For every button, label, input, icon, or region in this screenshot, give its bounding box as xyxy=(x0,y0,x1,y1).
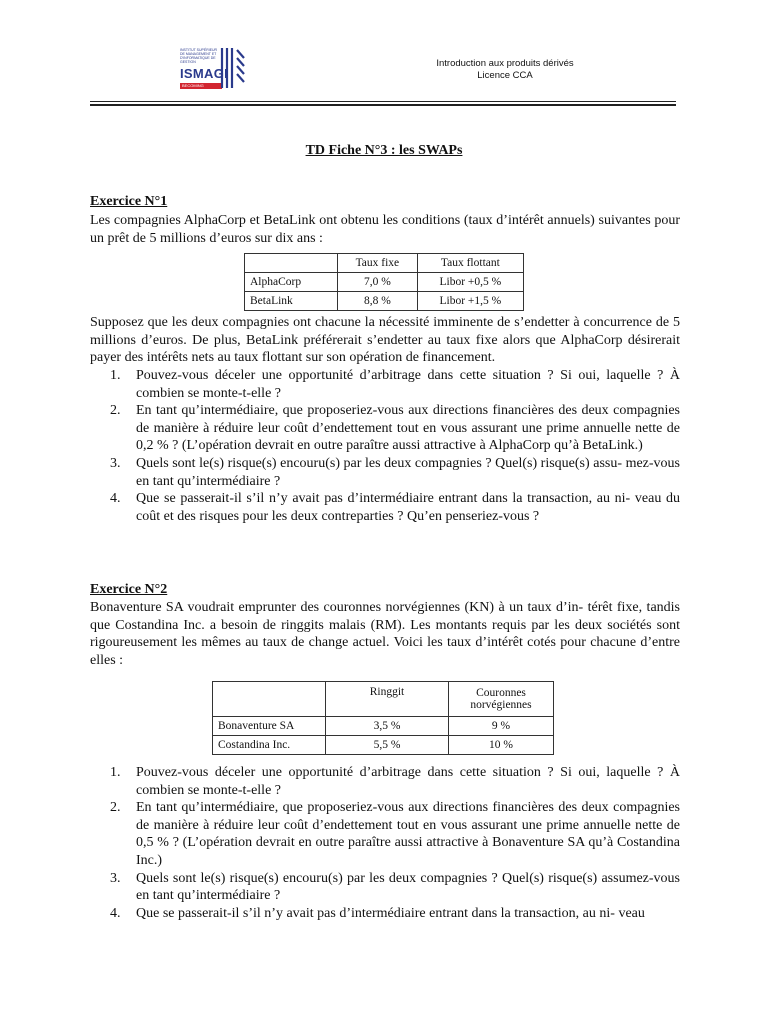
question-number: 1. xyxy=(110,765,121,780)
table-cell: AlphaCorp xyxy=(245,273,338,292)
table-cell: Libor +1,5 % xyxy=(417,292,523,311)
exercise-1-intro: Les compagnies AlphaCorp et BetaLink ont obtenu les conditions (taux d’intérêt annuels) suivantes pour un prêt de 5 millions d’euros sur dix ans : xyxy=(90,213,680,246)
exercise-1-questions xyxy=(110,367,680,525)
logo-tagline-band xyxy=(180,83,222,94)
question-text: En tant qu’intermédiaire, que proposeriez-vous aux directions financières des deux compagnies de manière à réduire leur coût d’endettement tout en vous assurant une prime annuelle nette de 0,5 % ? (L’opération devrait en outre paraître aussi attractive à Bonaventure SA qu’à Costandina Inc.) xyxy=(136,800,680,868)
question-text: Quels sont le(s) risque(s) encouru(s) par les deux compagnies ? Quel(s) risque(s) assumez-vous en tant qu’intermédiaire ? xyxy=(136,870,680,904)
table-row xyxy=(245,273,524,292)
list-item xyxy=(110,490,680,525)
course-title: Introduction aux produits dérivés xyxy=(436,58,574,69)
exercise-2-title: Exercice N°2 xyxy=(90,582,168,597)
table-cell: 7,0 % xyxy=(338,273,418,292)
table-header-cell: Couronnes norvégiennes xyxy=(449,682,554,717)
question-text: Que se passerait-il s’il n’y avait pas d’intermédiaire entrant dans la transaction, au ni- veau xyxy=(136,905,645,921)
list-item xyxy=(110,799,680,869)
question-text: Que se passerait-il s’il n’y avait pas d’intermédiaire entrant dans la transaction, au ni- veau du coût et des risques pour les deux contreparties ? Qu’en penseriez-vous ? xyxy=(136,491,680,524)
table-cell: 9 % xyxy=(449,717,554,736)
list-item xyxy=(110,905,680,923)
table-header-row xyxy=(213,682,554,717)
list-item xyxy=(110,367,680,402)
table-header-cell: Ringgit xyxy=(326,682,449,717)
list-item xyxy=(110,764,680,799)
table-cell: Libor +0,5 % xyxy=(417,273,523,292)
table-header-row xyxy=(245,254,524,273)
table-cell: 8,8 % xyxy=(338,292,418,311)
question-number: 4. xyxy=(110,905,121,921)
table-row xyxy=(245,292,524,311)
list-item xyxy=(110,870,680,905)
header-rule-thin xyxy=(90,101,676,102)
question-number: 2. xyxy=(110,403,121,419)
list-item xyxy=(110,455,680,490)
list-item xyxy=(110,402,680,455)
question-number: 1. xyxy=(110,368,121,383)
logo-small-text: INSTITUT SUPÉRIEUR DE MANAGEMENT ET D'INFORMATIQUE DE GESTION xyxy=(180,48,218,64)
table-header-cell: Taux fixe xyxy=(338,254,418,273)
table-header-cell: Taux flottant xyxy=(417,254,523,273)
question-text: Pouvez-vous déceler une opportunité d’arbitrage dans cette situation ? Si oui, laquelle ? À combien se monte-t-elle ? xyxy=(136,368,680,401)
table-header-cell xyxy=(245,254,338,273)
exercise-2-rates-table xyxy=(212,681,554,755)
exercise-1-title: Exercice N°1 xyxy=(90,194,168,209)
table-cell: 10 % xyxy=(449,736,554,755)
table-cell: 5,5 % xyxy=(326,736,449,755)
exercise-2-questions xyxy=(110,764,680,922)
logo-wordmark: ISMAGI xyxy=(180,66,229,81)
question-number: 2. xyxy=(110,800,121,816)
table-cell: Costandina Inc. xyxy=(213,736,326,755)
table-row xyxy=(213,717,554,736)
header-rule-thick xyxy=(90,104,676,106)
table-cell: 3,5 % xyxy=(326,717,449,736)
course-level: Licence CCA xyxy=(477,70,533,81)
question-number: 3. xyxy=(110,455,121,471)
course-header xyxy=(400,58,610,82)
exercise-2-intro: Bonaventure SA voudrait emprunter des couronnes norvégiennes (KN) à un taux d’in- térêt fixe, tandis que Costandina Inc. a besoin de ringgits malais (RM). Les montants requis par les deux sociétés sont rigoureusement les mêmes au taux de change actuel. Voici les taux d’intérêt cotés pour chacune d’entre elles : xyxy=(90,600,680,668)
question-text: Quels sont le(s) risque(s) encouru(s) par les deux compagnies ? Quel(s) risque(s) assu- mez-vous en tant qu’intermédiaire ? xyxy=(136,455,680,489)
document-title: TD Fiche N°3 : les SWAPs xyxy=(305,143,463,158)
logo-stripes-icon xyxy=(220,46,246,90)
table-cell: Bonaventure SA xyxy=(213,717,326,736)
question-number: 4. xyxy=(110,491,121,507)
table-cell: BetaLink xyxy=(245,292,338,311)
logo-tagline: BECOMING PROFICIENT xyxy=(182,83,207,94)
question-number: 3. xyxy=(110,870,121,886)
ismagi-logo xyxy=(176,46,246,94)
table-row xyxy=(213,736,554,755)
exercise-1-body: Supposez que les deux compagnies ont chacune la nécessité imminente de s’endetter à concurrence de 5 millions d’euros. De plus, BetaLink préférerait s’endetter au taux fixe alors que AlphaCorp désirerait payer des intérêts nets au taux flottant sur son opération de financement. xyxy=(90,315,680,366)
question-text: En tant qu’intermédiaire, que proposeriez-vous aux directions financières des deux compagnies de manière à réduire leur coût d’endettement tout en vous assurant une prime annuelle nette de 0,2 % ? (L’opération devrait en outre paraître aussi attractive à AlphaCorp qu’à BetaLink.) xyxy=(136,403,680,454)
question-text: Pouvez-vous déceler une opportunité d’arbitrage dans cette situation ? Si oui, laquelle ? À combien se monte-t-elle ? xyxy=(136,765,680,798)
table-header-cell xyxy=(213,682,326,717)
exercise-1-rates-table xyxy=(244,253,524,311)
